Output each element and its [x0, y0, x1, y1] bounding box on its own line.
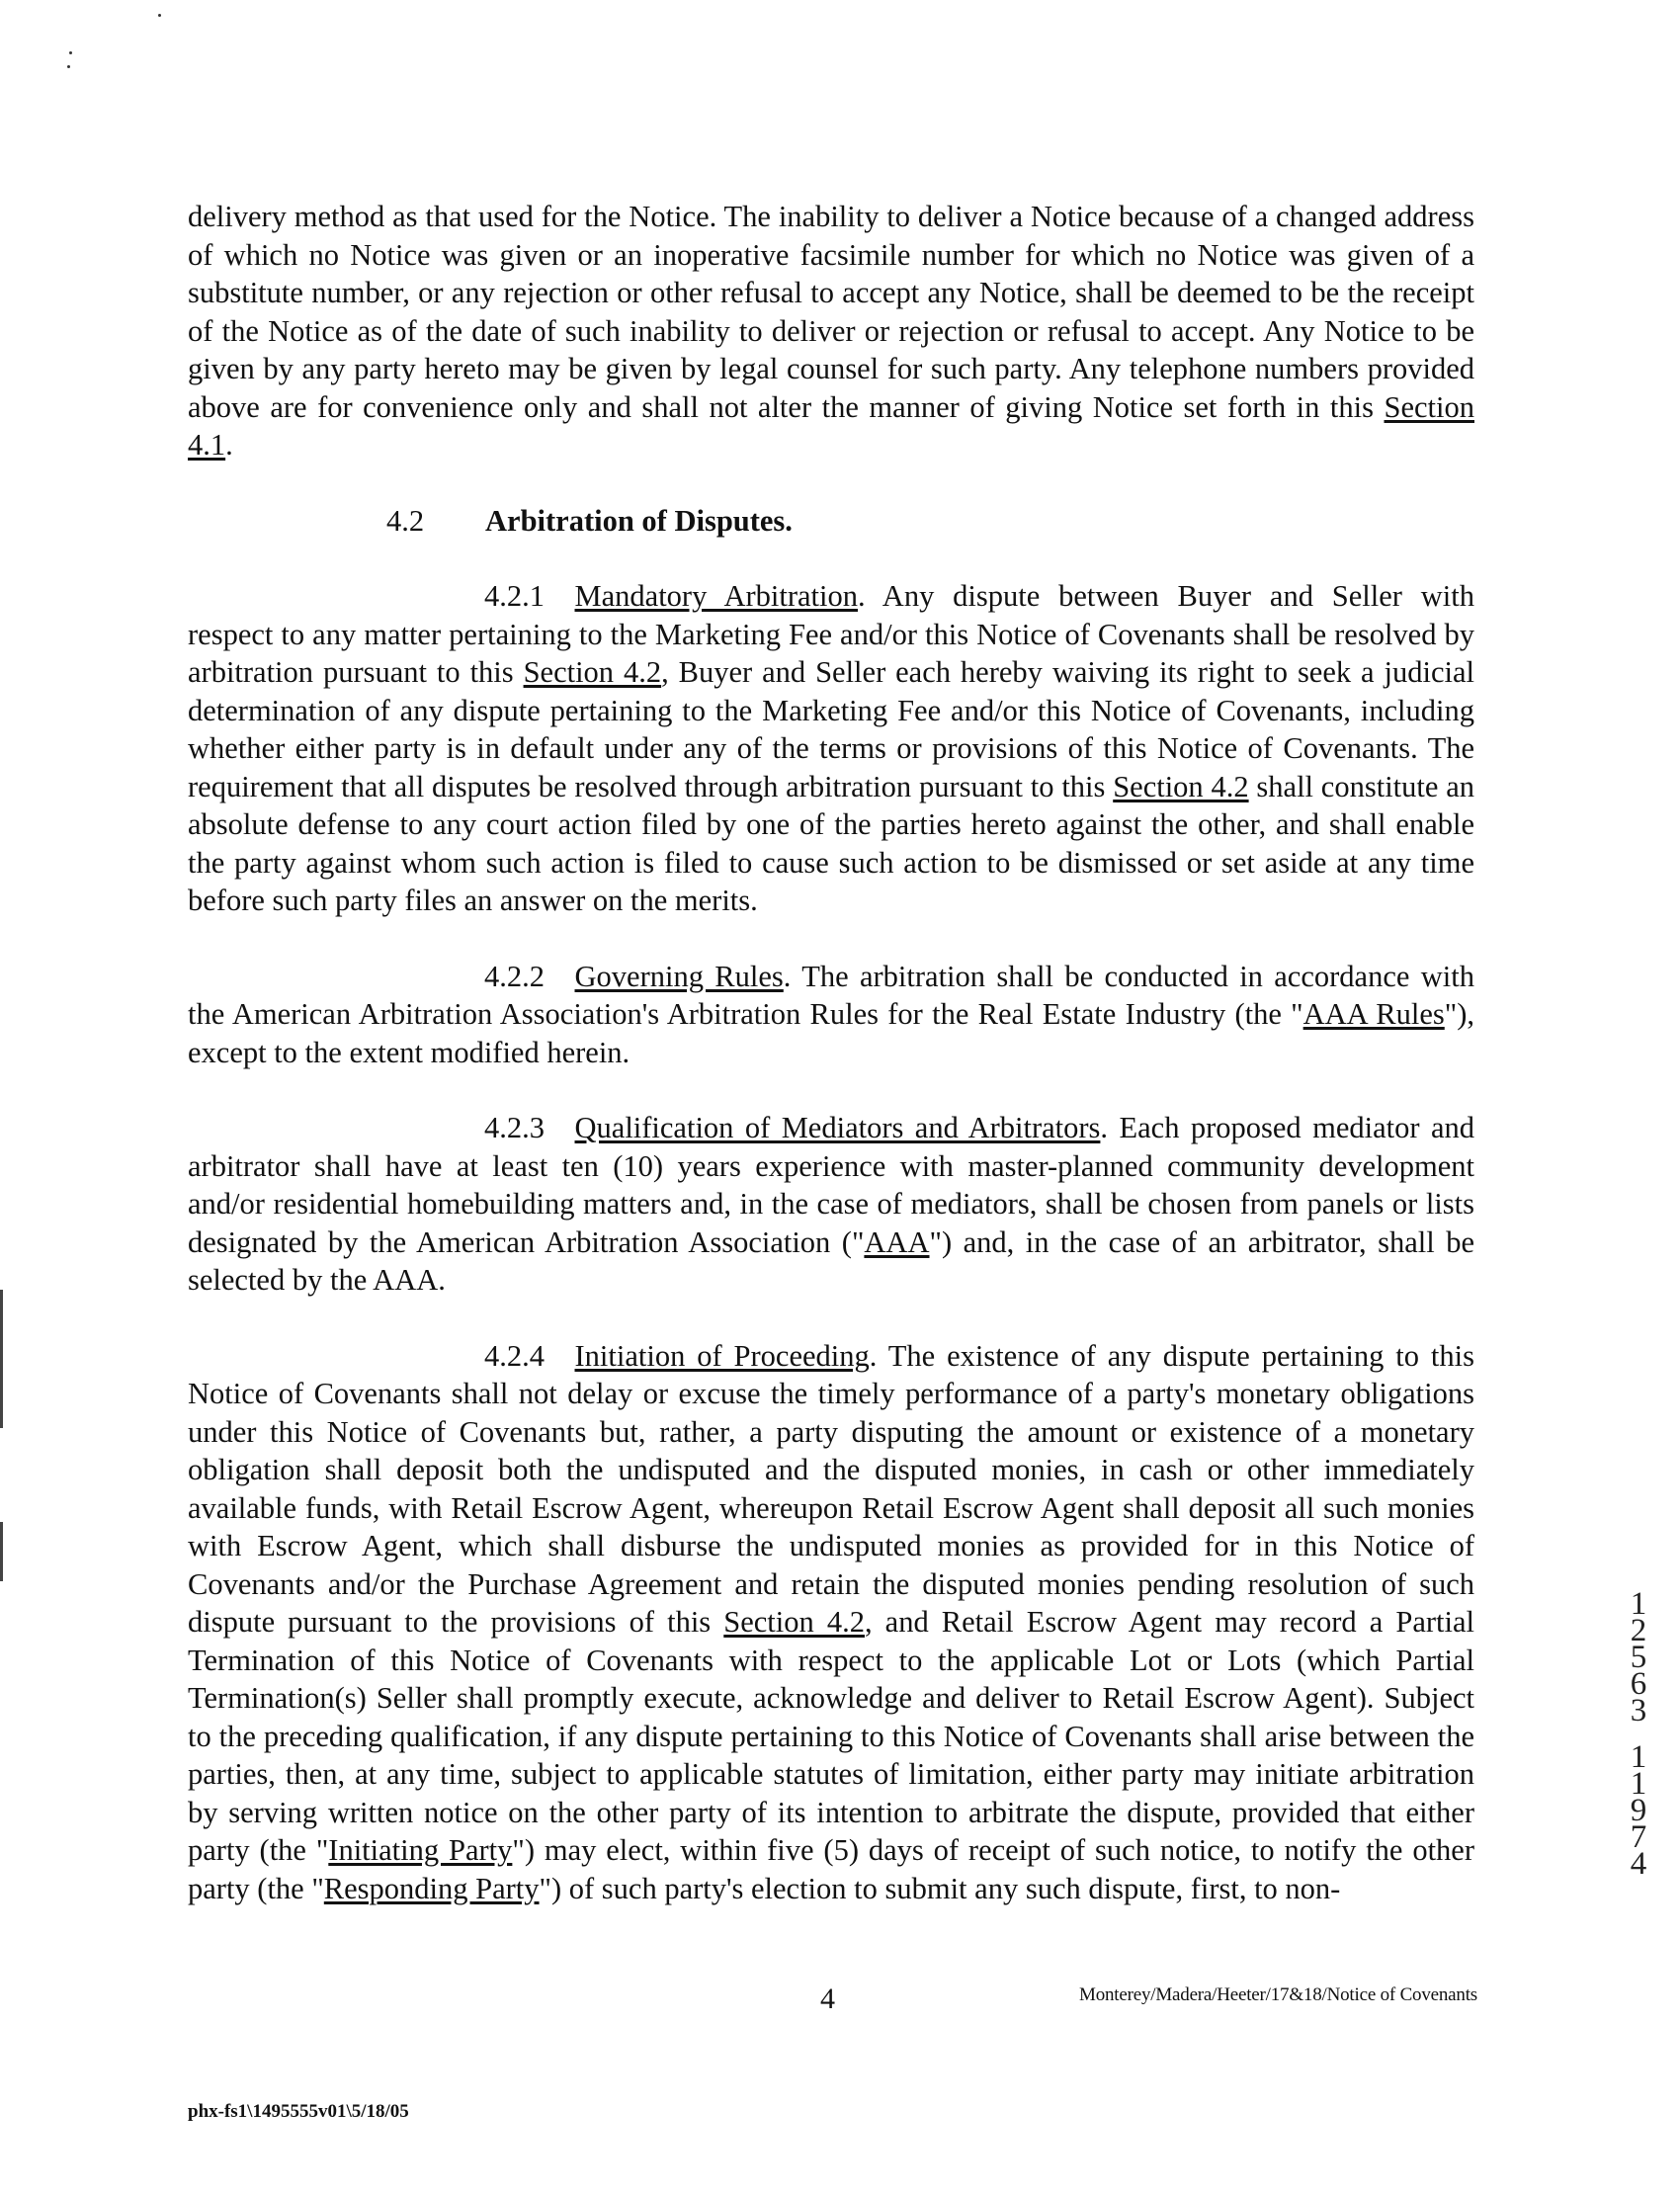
- section-heading-4-2: [188, 502, 1474, 541]
- paragraph-text: ") of such party's election to submit any such dispute, first, to non-: [539, 1871, 1341, 1905]
- scan-speck: [69, 51, 72, 54]
- section-title: Arbitration of Disputes.: [485, 503, 793, 538]
- stamp-digit: 4: [1630, 1846, 1647, 1882]
- defined-term: AAA Rules: [1302, 997, 1445, 1031]
- subsection-4-2-3: [188, 1109, 1474, 1300]
- paragraph-text: .: [225, 428, 233, 462]
- paragraph-text: ") may elect, within five (5) days of receipt of such notice, to notify the other party (the ": [188, 1833, 1474, 1905]
- subsection-heading: Governing Rules: [574, 959, 784, 993]
- section-number: 4.2: [386, 503, 425, 538]
- section-reference: Section 4.1: [188, 389, 1474, 462]
- stamp-digit: 7: [1630, 1819, 1647, 1855]
- page-number: 4: [820, 1982, 835, 2015]
- stamp-digit: 9: [1630, 1793, 1647, 1828]
- paragraph-text: "), except to the extent modified herein.: [188, 997, 1474, 1069]
- scan-edge-mark: [0, 1522, 3, 1581]
- subsection-heading: Mandatory Arbitration: [574, 579, 859, 613]
- defined-term: Initiating Party: [328, 1833, 513, 1867]
- paragraph-text: . The existence of any dispute pertaining to this Notice of Covenants shall not delay or excuse the timely performance of a party's monetary obligations under this Notice of Covenants but, rather, a party disputing the amount or existence of a monetary obligation shall deposit both the undisputed and the disputed monies, in cash or other immediately available funds, with Retail Escrow Agent, whereupon Retail Escrow Agent shall deposit all such monies with Escrow Agent, which shall disburse the undisputed monies as provided for in this Notice of Covenants and/or the Purchase Agreement and retain the disputed monies pending resolution of such dispute pursuant to the provisions of this: [188, 1338, 1474, 1639]
- paragraph-notice-continuation: [188, 198, 1474, 464]
- section-reference: Section 4.2: [523, 655, 662, 689]
- subsection-heading: Qualification of Mediators and Arbitrators: [574, 1111, 1101, 1144]
- stamp-digit: 1: [1630, 1766, 1647, 1802]
- paragraph-text: delivery method as that used for the Notice. The inability to deliver a Notice because of a changed address of which no Notice was given or an inoperative facsimile number for which no Notice was given of a substitute number, or any rejection or other refusal to accept any Notice, shall be deemed to be the receipt of the Notice as of the date of such inability to deliver or rejection or refusal to accept. Any Notice to be given by any party hereto may be given by legal counsel for such party. Any telephone numbers provided above are for convenience only and shall not alter the manner of giving Notice set forth in this: [188, 200, 1474, 424]
- document-body: [188, 198, 1474, 1907]
- stamp-digit: 1: [1630, 1586, 1647, 1622]
- recording-stamp: [1619, 1586, 1658, 1882]
- subsection-heading: Initiation of Proceeding: [574, 1338, 870, 1373]
- paragraph-text: . Each proposed mediator and arbitrator shall have at least ten (10) years experience with master-planned community development and/or residential homebuilding matters and, in the case of mediators, shall be chosen from panels or lists designated by the American Arbitration Association (": [188, 1111, 1474, 1259]
- paragraph-text: . The arbitration shall be conducted in accordance with the American Arbitration Association's Arbitration Rules for the Real Estate Industry (the ": [188, 959, 1474, 1031]
- paragraph-text: shall constitute an absolute defense to any court action filed by one of the parties hereto against the other, and shall enable the party against whom such action is filed to cause such action to be dismissed or set aside at any time before such party files an answer on the merits.: [188, 769, 1474, 917]
- stamp-digit: 5: [1630, 1640, 1647, 1675]
- subsection-number: 4.2.4: [484, 1338, 545, 1373]
- paragraph-text: . Any dispute between Buyer and Seller with respect to any matter pertaining to the Marketing Fee and/or this Notice of Covenants shall be resolved by arbitration pursuant to this: [188, 579, 1474, 689]
- subsection-number: 4.2.3: [484, 1111, 545, 1144]
- section-reference: Section 4.2: [723, 1605, 865, 1639]
- subsection-number: 4.2.2: [484, 959, 545, 993]
- footer-reference: Monterey/Madera/Heeter/17&18/Notice of Covenants: [1079, 1984, 1477, 2005]
- defined-term: AAA: [864, 1224, 930, 1259]
- stamp-digit: 6: [1630, 1666, 1647, 1702]
- defined-term: Responding Party: [323, 1871, 540, 1905]
- subsection-4-2-1: [188, 577, 1474, 920]
- stamp-digit: 1: [1630, 1739, 1647, 1775]
- subsection-4-2-4: [188, 1337, 1474, 1908]
- scan-speck: [158, 14, 161, 17]
- stamp-digit: 3: [1630, 1693, 1647, 1728]
- subsection-4-2-2: [188, 958, 1474, 1072]
- paragraph-text: , and Retail Escrow Agent may record a Partial Termination of this Notice of Covenants with respect to the applicable Lot or Lots (which Partial Termination(s) Seller shall promptly execute, acknowledge and deliver to Retail Escrow Agent). Subject to the preceding qualification, if any dispute pertaining to this Notice of Covenants shall arise between the parties, then, at any time, subject to applicable statutes of limitation, either party may initiate arbitration by serving written notice on the other party of its intention to arbitrate the dispute, provided that either party (the ": [188, 1605, 1474, 1867]
- scan-edge-mark: [0, 1290, 3, 1428]
- paragraph-text: ") and, in the case of an arbitrator, shall be selected by the AAA.: [188, 1224, 1474, 1297]
- subsection-number: 4.2.1: [484, 579, 545, 613]
- section-reference: Section 4.2: [1113, 769, 1249, 803]
- document-id: phx-fs1\1495555v01\5/18/05: [188, 2101, 409, 2122]
- scan-speck: [67, 65, 70, 68]
- paragraph-text: , Buyer and Seller each hereby waiving its right to seek a judicial determination of any dispute pertaining to the Marketing Fee and/or this Notice of Covenants, including whether either party is in default under any of the terms or provisions of this Notice of Covenants. The requirement that all disputes be resolved through arbitration pursuant to this: [188, 655, 1474, 803]
- stamp-digit: 2: [1630, 1613, 1647, 1648]
